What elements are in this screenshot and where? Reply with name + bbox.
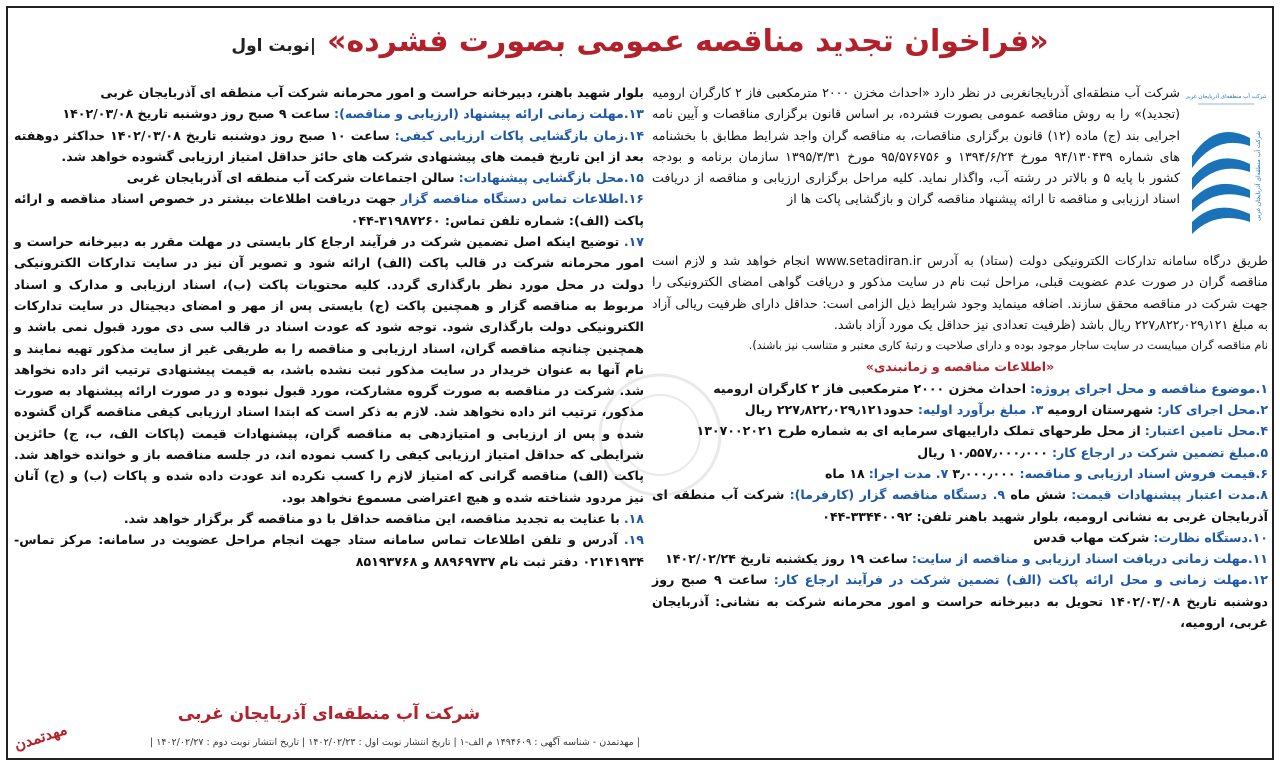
item-text: ۳٫۰۰۰٫۰۰۰ [952, 465, 1016, 481]
item-text: احداث مخزن ۲۰۰۰ مترمکعبی فاز ۲ کارگران ارومیه [713, 380, 1027, 396]
signature-company: شرکت آب منطقه‌ای آذربایجان غربی [177, 704, 481, 724]
item-text: از محل طرحهای تملک داراییهای سرمایه ای به شماره طرح ۱۳۰۷۰۰۲۰۲۱ [696, 423, 1141, 439]
footer-info: | مهدتمدن - شناسه آگهی : ۱۴۹۴۶۰۹ م الف-۱ | تاریخ انتشار نوبت اول : ۱۴۰۲/۰۲/۲۳ | تاریخ انتشار نوبت دوم : ۱۴۰۲/۰۲/۲۷ | [150, 737, 640, 748]
section-title: «اطلاعات مناقصه و زمانبندی» [865, 359, 1055, 375]
item-text: توضیح اینکه اصل تضمین شرکت در فرآیند ارجاع کار بایستی در مهلت مقرر به دبیرخانه حراست و امور محرمانه شرکت در قالب پاکت (الف) ارائه شود و تصویر آن نیز در سایت تدارکات الکترونیکی دولت در محل مورد نظر بارگذاری گردد. کلیه محتویات پاکت (ب)، اسناد ارزیابی و مدارک و اسناد مربوط به مناقصه گزار و همچنین پاکت (ج) بایستی پس از مهر و امضای دیجیتال در سایت تدارکات الکترونیکی دولت بارگذاری شود. توجه شود که عودت اسناد در قالب سی دی مورد قبول نمی باشد و همچنین چنانچه مناقصه گران، اسناد ارزیابی و مناقصه را به طریقی غیر از سایت مذکور تهیه نمایند و نام آنها به عنوان خریدار در سایت مذکور ثبت نشده باشد، به قیمت پیشنهادی ترتیب اثر داده نخواهد شد. شرکت در مناقصه به صورت گروه مشارکت، مورد قبول نبوده و در صورت ارائه پیشنهاد به صورت مذکور، ترتیب اثر داده نخواهد شد. لازم به ذکر است که ابتدا اسناد ارزیابی کیفی مناقصه گران گشوده شده و پس از ارزیابی و امتیازدهی به مناقصه گران، پیشنهادات قیمت (پاکات الف، ب، ج) حائزین شرایطی که حداقل امتیاز ارزیابی کیفی را کسب نموده اند، در جلسه مناقصه باز و خوانده خواهد شد. پاکت (الف) مناقصه گرانی که امتیاز لازم را کسب نکرده اند عودت داده شده و پاکات (ب) و (ج) آنان نیز مردود شناخته شده و هیچ اعتراضی مسموع نخواهد بود. [14, 234, 644, 505]
item-label: ۱۸. [623, 510, 644, 526]
signature-block [14, 702, 644, 726]
item-text: آدرس و تلفن اطلاعات تماس سامانه ستاد جهت انجام مراحل عضویت در سامانه: مرکز تماس- ۰۲۱۴۱۹۳۴ دفتر ثبت نام ۸۸۹۶۹۷۳۷ و ۸۵۱۹۳۷۶۸ [14, 532, 644, 569]
brand-icon [10, 712, 72, 758]
intro-continued: طریق درگاه سامانه تدارکات الکترونیکی دولت (ستاد) به آدرس www.setadiran.ir انجام خواهد شد و لازم است مناقصه گران در صورت عدم عضویت قبلی، مراحل ثبت نام در سایت مذکور و دریافت گواهی امضای الکترونیکی را جهت شرکت در مناقصه محقق سازند. اضافه مینماید وجود شرایط ذیل الزامی است: حداقل دارای ظرفیت ریالی آزاد به مبلغ ۲۲۷٫۸۲۲٫۰۲۹٫۱۲۱ ریال باشد (ظرفیت تعدادی نیز حداقل یک مورد آزاد باشد. [652, 253, 1268, 332]
item-label-2: ۹. دستگاه مناقصه گزار (کارفرما): [789, 487, 1006, 503]
item-label: ۶.قیمت فروش اسناد ارزیابی و مناقصه: [1019, 465, 1268, 481]
item-text: ساعت ۹ صبح روز دوشنبه تاریخ ۱۴۰۲/۰۳/۰۸ تحویل به دبیرخانه حراست و امور محرمانه شرکت به نشانی: آذربایجان غربی، ارومیه، [652, 572, 1268, 631]
list-item [652, 569, 1268, 633]
item-text: ۱۰٫۵۵۷٫۰۰۰٫۰۰۰ ریال [917, 444, 1048, 460]
item-text: ساعت ۱۰ صبح روز دوشنبه تاریخ ۱۴۰۲/۰۳/۰۸ حداکثر دوهفته بعد از این تاریخ قیمت های پیشنهادی شرکت های حائز حداقل امتیاز ارزیابی گشوده خواهد شد. [14, 127, 644, 164]
item-label: ۱۳.مهلت زمانی ارائه پیشنهاد (ارزیابی و مناقصه): [334, 106, 644, 122]
item-label: ۵.مبلغ تضمین شرکت در ارجاع کار: [1051, 444, 1268, 460]
item-text: جهت دریافت اطلاعات بیشتر در خصوص اسناد مناقصه و ارائه پاکت (الف): شماره تلفن تماس: ۳۱۹۸۷۲۶۰-۰۴۴ [14, 191, 644, 228]
item-text: شهرستان ارومیه [1047, 402, 1154, 418]
list-item [14, 167, 644, 188]
item-text-2: شرکت آب منطقه ای آذربایجان غربی به نشانی ارومیه، بلوار شهید باهنر تلفن: ۳۳۴۴۰۰۹۲-۰۴۴ [652, 487, 1268, 524]
item-label: ۴.محل تامین اعتبار: [1144, 423, 1268, 439]
right-column-top [652, 82, 1180, 210]
item-label: ۱۴.زمان بازگشایی پاکات ارزیابی کیفی: [394, 127, 645, 143]
item-label: ۲.محل اجرای کار: [1157, 402, 1268, 418]
item-text-2: حدود۲۲۷٫۸۲۲٫۰۲۹٫۱۲۱ ریال [744, 402, 914, 418]
left-column [14, 82, 644, 572]
list-item [652, 548, 1268, 569]
item-text: سالن اجتماعات شرکت آب منطقه ای آذربایجان غربی [126, 170, 455, 186]
item-label: ۱۹. [623, 532, 644, 548]
item-text-2: ۱۸ ماه [824, 465, 865, 481]
list-item [652, 484, 1268, 527]
item-text: شرکت مهاب قدس [1033, 529, 1150, 545]
list-item [652, 399, 1268, 420]
item-label: ۱۲.مهلت زمانی و محل ارائه پاکت (الف) تضمین شرکت در فرآیند ارجاع کار: [773, 572, 1268, 588]
item-text: با عنایت به تجدید مناقصه، این مناقصه حداقل با دو مناقصه گر برگزار خواهد شد. [123, 510, 620, 526]
list-item [652, 378, 1268, 399]
list-item [652, 420, 1268, 441]
item-label: ۱۶.اطلاعات تماس دستگاه مناقصه گزار [400, 191, 644, 207]
item-label: ۱۱.مهلت زمانی دریافت اسناد ارزیابی و مناقصه از سایت: [911, 551, 1268, 567]
intro-note: نام مناقصه گران میبایست در سایت ساجار موجود بوده و دارای صلاحیت و رتبهٔ کاری معتبر و متناسب نیز باشند). [748, 339, 1268, 353]
item-text: ساعت ۹ صبح روز دوشنبه تاریخ ۱۴۰۲/۰۳/۰۸ [62, 106, 331, 122]
list-item [14, 103, 644, 124]
list-item [652, 527, 1268, 548]
water-logo-icon [1186, 86, 1266, 246]
item-label-2: ۷. مدت اجرا: [868, 465, 949, 481]
left-continued: بلوار شهید باهنر، دبیرخانه حراست و امور محرمانه شرکت آب منطقه ای آذربایجان غربی [100, 85, 644, 100]
item-label: ۱۰.دستگاه نظارت: [1153, 529, 1268, 545]
brand-logo [10, 712, 72, 758]
page-title: «فراخوان تجدید مناقصه عمومی بصورت فشرده» [327, 24, 1049, 59]
page-subtitle: |نوبت اول [231, 36, 317, 56]
item-label-2: ۳. مبلغ برآورد اولیه: [917, 402, 1044, 418]
list-item [14, 188, 644, 231]
list-item [14, 508, 644, 529]
item-label: ۸.مدت اعتبار پیشنهادات قیمت: [1071, 487, 1268, 503]
list-item [652, 463, 1268, 484]
item-text: شش ماه [1010, 487, 1067, 503]
intro-paragraph: شرکت آب منطقه‌ای آذربایجانغربی در نظر دارد «احداث مخزن ۲۰۰۰ مترمکعبی فاز ۲ کارگران ارومیه (تجدید)» را به روش مناقصه عمومی بصورت فشرده، بر اساس قانون برگزاری مناقصات و آیین نامه اجرایی بند (ج) ماده (۱۲) قانون برگزاری مناقصات، به مناقصه گران واجد شرایط مطابق با بخشنامه های شماره ۹۴/۱۳۰۴۳۹ مورخ ۱۳۹۴/۶/۲۴ و ۹۵/۵۷۶۷۵۶ مورخ ۱۳۹۵/۳/۳۱ سازمان برنامه و بودجه کشور با پایه ۵ و بالاتر در رشته آب، واگذار نماید. کلیه مراحل برگزاری ارزیابی و مناقصه از دریافت اسناد ارزیابی و مناقصه تا ارائه پیشنهاد مناقصه گران و بازگشایی پاکت ها از [652, 85, 1180, 207]
item-label: ۱۷. [623, 234, 644, 250]
right-column-bottom [652, 250, 1268, 633]
logo-side-text: شرکت آب منطقه‌ای آذربایجان غربی [1255, 130, 1262, 222]
item-label: ۱.موضوع مناقصه و محل اجرای پروژه: [1030, 380, 1268, 396]
list-item [652, 442, 1268, 463]
item-text: ساعت ۱۹ روز یکشنبه تاریخ ۱۴۰۲/۰۲/۲۴ [665, 551, 908, 567]
logo-top-text: شرکت آب منطقه‌ای آذربایجان غربی [1186, 94, 1266, 100]
brand-text: مهدتمدن [11, 720, 70, 755]
list-item [14, 231, 644, 508]
item-label: ۱۵.محل بازگشایی پیشنهادات: [458, 170, 644, 186]
company-logo [1186, 86, 1266, 246]
list-item [14, 125, 644, 168]
list-item [14, 529, 644, 572]
title-bar [8, 8, 1272, 76]
